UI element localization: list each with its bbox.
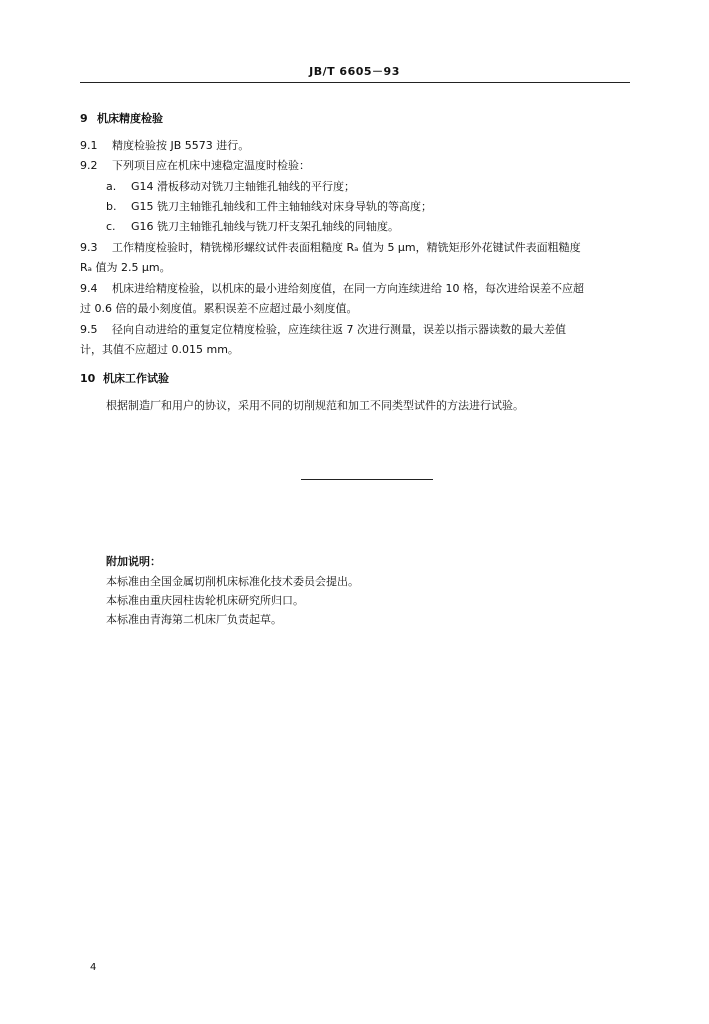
appendix-line: 本标准由全国金属切削机床标准化技术委员会提出。 <box>106 575 359 588</box>
clause-9-4-number: 9.4 <box>80 282 98 295</box>
clause-9-5-line-2: 计，其值不应超过 0.015 mm。 <box>80 343 239 356</box>
section-end-rule <box>301 479 433 480</box>
list-item-marker: b. <box>106 200 117 213</box>
clause-9-4-line-1: 机床进给精度检验，以机床的最小进给刻度值，在同一方向连续进给 10 格，每次进给误差不应超 <box>112 282 584 295</box>
appendix-line: 本标准由青海第二机床厂负责起草。 <box>106 613 282 626</box>
clause-9-3-line-2: Rₐ 值为 2.5 μm。 <box>80 261 171 274</box>
clause-9-2-number: 9.2 <box>80 159 98 172</box>
clause-9-4-line-2: 过 0.6 倍的最小刻度值。累积误差不应超过最小刻度值。 <box>80 302 358 315</box>
list-item: G14 滑板移动对铣刀主轴锥孔轴线的平行度； <box>131 180 356 193</box>
list-item-marker: c. <box>106 220 116 233</box>
clause-9-5-line-1: 径向自动进给的重复定位精度检验，应连续往返 7 次进行测量，误差以指示器读数的最大差值 <box>112 323 566 336</box>
section-9-number: 9 <box>80 112 88 125</box>
section-9-title: 机床精度检验 <box>97 112 163 125</box>
clause-9-1-number: 9.1 <box>80 139 98 152</box>
list-item: G16 铣刀主轴锥孔轴线与铣刀杆支架孔轴线的同轴度。 <box>131 220 400 233</box>
appendix-heading: 附加说明： <box>106 555 161 568</box>
list-item: G15 铣刀主轴锥孔轴线和工件主轴轴线对床身导轨的等高度； <box>131 200 433 213</box>
clause-9-3-line-1: 工作精度检验时，精铣梯形螺纹试件表面粗糙度 Rₐ 值为 5 μm，精铣矩形外花键试件表面粗糙度 <box>112 241 581 254</box>
document-code-header: JB/T 6605－93 <box>309 65 400 78</box>
page-number: 4 <box>90 962 97 973</box>
clause-9-5-number: 9.5 <box>80 323 98 336</box>
section-10-title: 机床工作试验 <box>103 372 169 385</box>
appendix-line: 本标准由重庆园柱齿轮机床研究所归口。 <box>106 594 304 607</box>
section-10-number: 10 <box>80 372 96 385</box>
clause-9-2-text: 下列项目应在机床中速稳定温度时检验： <box>112 159 310 172</box>
header-rule <box>80 82 630 83</box>
clause-9-3-number: 9.3 <box>80 241 98 254</box>
section-10-text: 根据制造厂和用户的协议，采用不同的切削规范和加工不同类型试件的方法进行试验。 <box>106 399 524 412</box>
clause-9-1-text: 精度检验按 JB 5573 进行。 <box>112 139 250 152</box>
list-item-marker: a. <box>106 180 117 193</box>
